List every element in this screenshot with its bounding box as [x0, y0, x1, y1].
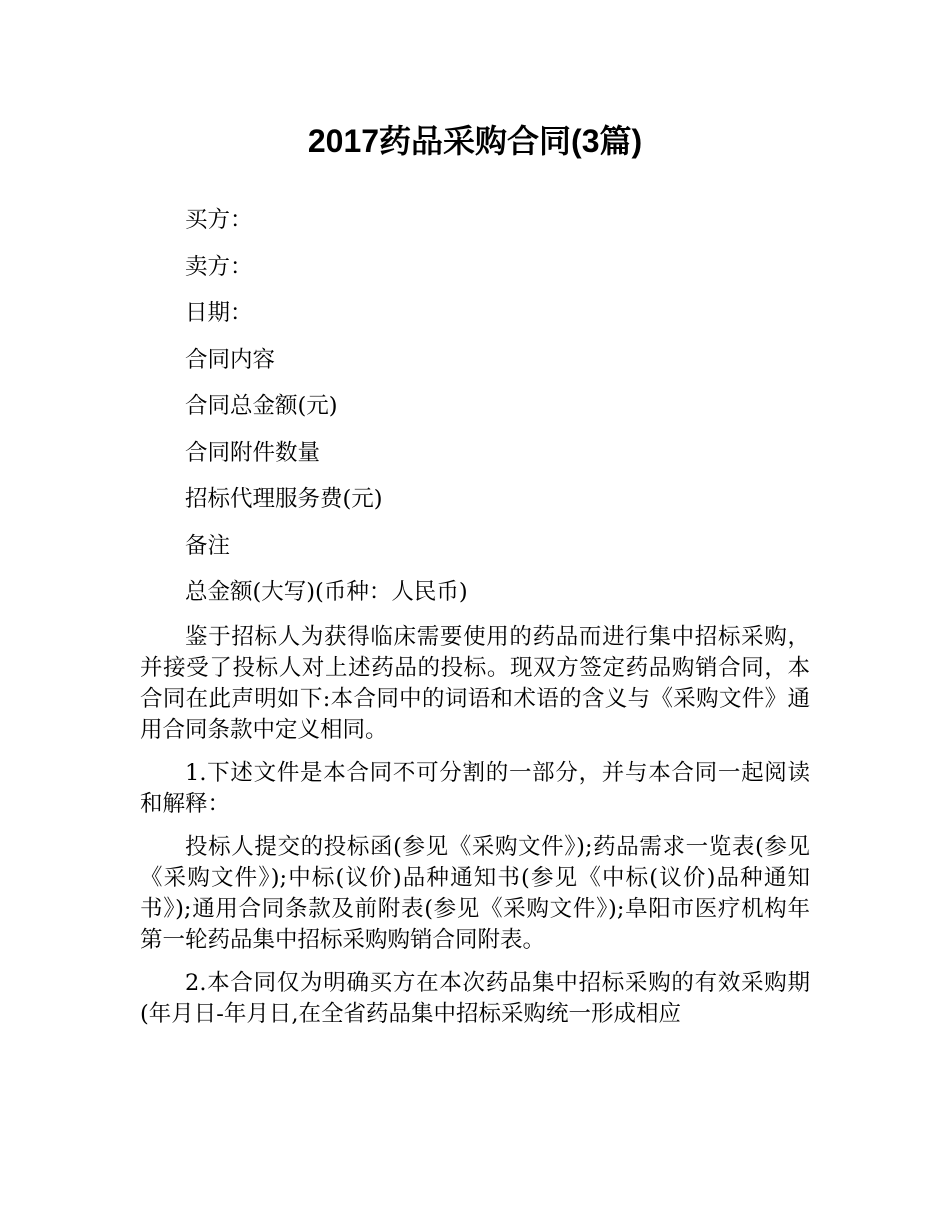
- paragraph-documents-list: 投标人提交的投标函(参见《采购文件》);药品需求一览表(参见《采购文件》);中标(议价)品种通知书(参见《中标(议价)品种通知书》);通用合同条款及前附表(参见《采购文件》);阜阳市医疗机构年第一轮药品集中招标采购购销合同附表。: [140, 833, 810, 953]
- document-body: [140, 197, 810, 1042]
- field-contract-total: 合同总金额(元): [185, 393, 338, 419]
- paragraph-preamble: 鉴于招标人为获得临床需要使用的药品而进行集中招标采购，并接受了投标人对上述药品的投标。现双方签定药品购销合同，本合同在此声明如下:本合同中的词语和术语的含义与《采购文件》通用合同条款中定义相同。: [140, 623, 810, 743]
- field-contract-content: 合同内容: [185, 346, 276, 373]
- document-title: 2017药品采购合同(3篇): [307, 123, 643, 159]
- field-total-uppercase: 总金额(大写)(币种：人民币): [185, 579, 468, 605]
- field-date: 日期：: [185, 300, 253, 326]
- field-remarks: 备注: [185, 532, 231, 559]
- field-agency-fee: 招标代理服务费(元): [185, 486, 383, 512]
- paragraph-clause-2: 2.本合同仅为明确买方在本次药品集中招标采购的有效采购期(年月日-年月日,在全省药品集中招标采购统一形成相应: [140, 969, 810, 1027]
- field-attachment-count: 合同附件数量: [185, 439, 321, 466]
- field-buyer: 买方：: [185, 207, 253, 233]
- field-seller: 卖方：: [185, 253, 253, 280]
- paragraph-clause-1: 1.下述文件是本合同不可分割的一部分，并与本合同一起阅读和解释：: [140, 759, 810, 817]
